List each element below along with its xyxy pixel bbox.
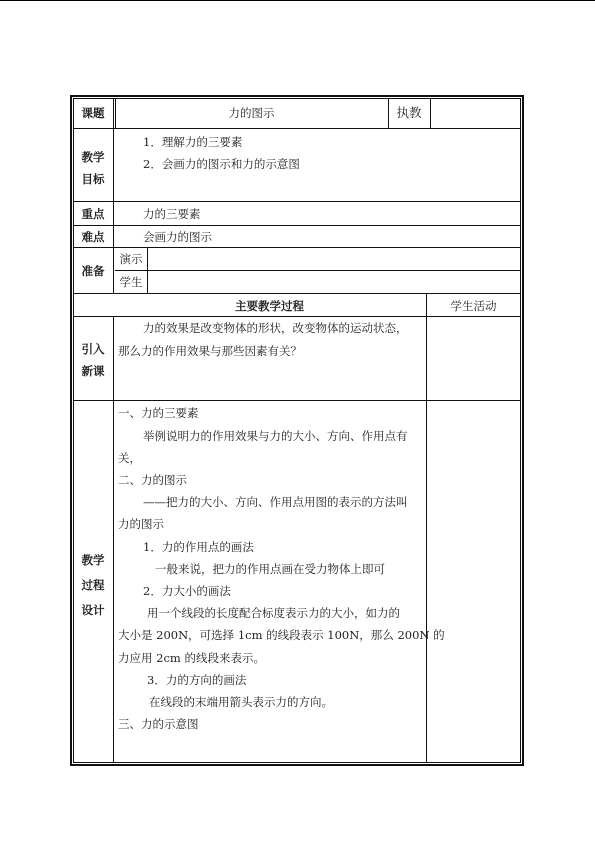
intro-text-line: 力的效果是改变物体的形状，改变物体的运动状态，: [143, 321, 408, 335]
row-divider: [115, 270, 521, 271]
key-point-value: 力的三要素: [143, 207, 201, 221]
design-text-line: 举例说明力的作用效果与力的大小、方向、作用点有: [143, 429, 408, 443]
process-main-header: 主要教学过程: [235, 299, 304, 313]
design-text-line: 一般来说，把力的作用点画在受力物体上即可: [155, 562, 385, 576]
design-text-line: 用一个线段的长度配合标度表示力的大小，如力的: [147, 606, 400, 620]
page-top-rule: [0, 0, 595, 1]
design-text-line: 3．力的方向的画法: [147, 673, 247, 687]
design-text-line: 一、力的三要素: [118, 406, 199, 420]
prep-demo-label: 演示: [119, 252, 143, 266]
intro-label-line2: 新课: [81, 364, 105, 378]
design-label-line1: 教学: [81, 553, 105, 567]
prep-student-label: 学生: [119, 275, 143, 289]
row-divider: [73, 247, 521, 248]
student-activity-header: 学生活动: [450, 299, 497, 313]
row-divider: [73, 201, 521, 202]
difficulty-label: 难点: [81, 230, 105, 244]
col-divider: [113, 128, 114, 293]
design-text-line: 大小是 200N，可选择 1cm 的线段表示 100N，那么 200N 的: [118, 628, 445, 642]
design-text-line: 力的图示: [118, 517, 164, 531]
difficulty-value: 会画力的图示: [143, 230, 212, 244]
design-text-line: 二、力的图示: [118, 473, 187, 487]
topic-value: 力的图示: [228, 106, 275, 120]
design-text-line: 在线段的末端用箭头表示力的方向。: [149, 695, 333, 709]
preparation-label: 准备: [81, 264, 105, 278]
key-point-label: 重点: [81, 207, 105, 221]
objectives-label-line1: 教学: [81, 150, 105, 164]
design-text-line: 力应用 2cm 的线段来表示。: [118, 651, 265, 665]
design-text-line: 关，: [118, 451, 141, 465]
col-divider: [426, 293, 427, 763]
design-text-line: ——把力的大小、方向、作用点用图的表示的方法叫: [143, 495, 408, 509]
objective-item: 1．理解力的三要素: [143, 135, 243, 149]
objective-item: 2．会画力的图示和力的示意图: [143, 157, 300, 171]
objectives-label-line2: 目标: [81, 172, 105, 186]
row-divider: [73, 128, 521, 129]
col-divider: [430, 98, 431, 128]
col-divider: [113, 316, 114, 763]
design-label-line3: 设计: [81, 603, 105, 617]
intro-text-line: 那么力的作用效果与那些因素有关？: [118, 344, 302, 358]
design-label-line2: 过程: [81, 578, 105, 592]
row-divider: [73, 400, 521, 401]
design-text-line: 1．力的作用点的画法: [143, 540, 254, 554]
row-divider: [73, 293, 521, 294]
teacher-label: 执教: [396, 105, 422, 120]
intro-label-line1: 引入: [81, 342, 105, 356]
col-divider: [147, 247, 148, 293]
design-text-line: 三、力的示意图: [118, 717, 199, 731]
col-divider: [113, 98, 114, 128]
row-divider: [73, 225, 521, 226]
topic-label: 课题: [81, 106, 105, 120]
design-text-line: 2．力大小的画法: [143, 584, 231, 598]
row-divider: [73, 316, 521, 317]
